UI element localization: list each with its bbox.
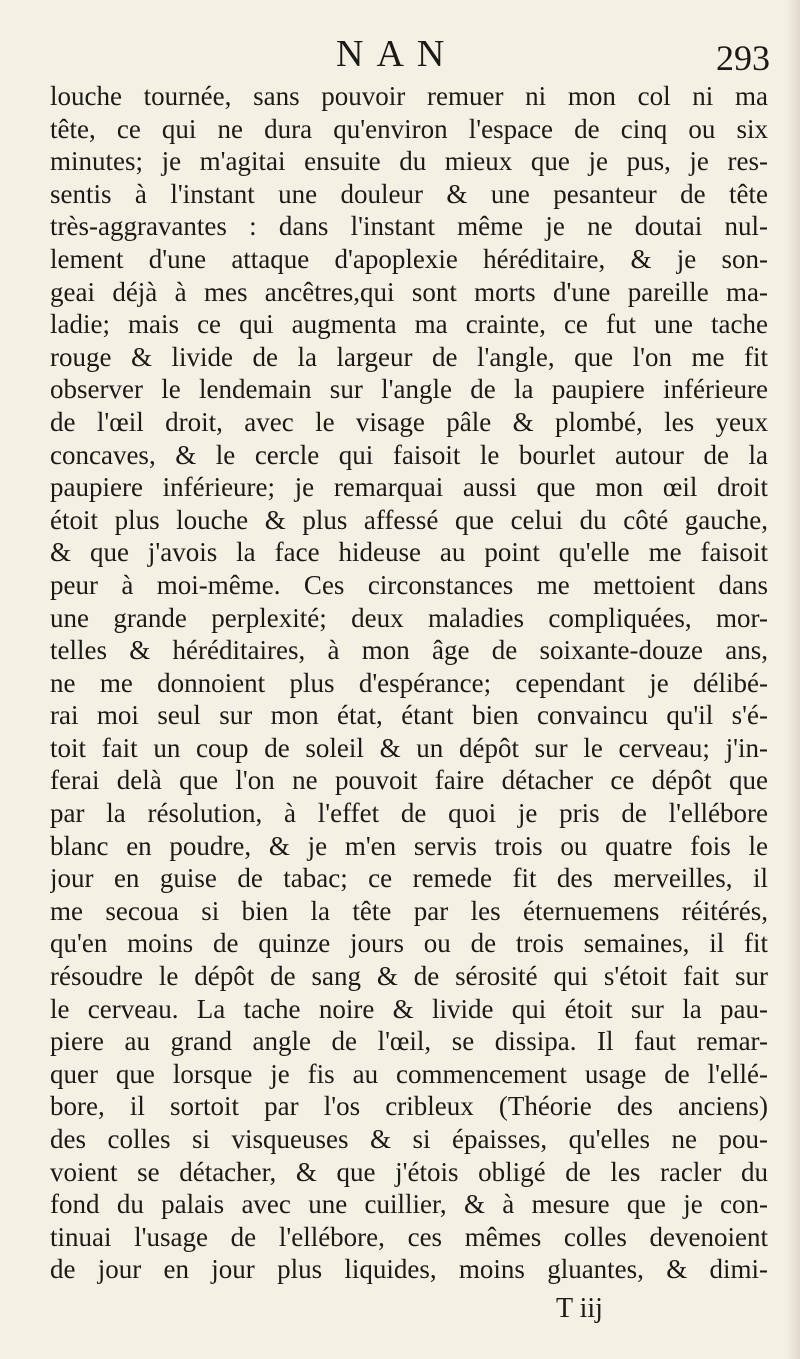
text-line: geai déjà à mes ancêtres,qui sont morts d'une pareille ma- xyxy=(50,276,768,307)
text-line: ferai delà que l'on ne pouvoit faire détacher ce dépôt que xyxy=(50,765,768,796)
text-line: qu'en moins de quinze jours ou de trois semaines, il fit xyxy=(50,928,768,959)
text-line: étoit plus louche & plus affessé que celui du côté gauche, xyxy=(50,504,768,535)
text-line: lement d'une attaque d'apoplexie héréditaire, & je son- xyxy=(50,243,768,274)
text-line: de l'œil droit, avec le visage pâle & plombé, les yeux xyxy=(50,406,768,437)
text-line: une grande perplexité; deux maladies compliquées, mor- xyxy=(50,602,768,633)
text-line: concaves, & le cercle qui faisoit le bourlet autour de la xyxy=(50,439,768,470)
text-line: & que j'avois la face hideuse au point qu'elle me faisoit xyxy=(50,537,768,568)
text-line: piere au grand angle de l'œil, se dissipa. Il faut remar- xyxy=(50,1026,768,1057)
text-line: résoudre le dépôt de sang & de sérosité qui s'étoit fait sur xyxy=(50,961,768,992)
text-line: le cerveau. La tache noire & livide qui étoit sur la pau- xyxy=(50,993,768,1024)
text-line: minutes; je m'agitai ensuite du mieux que je pus, je res- xyxy=(50,146,768,177)
text-line: observer le lendemain sur l'angle de la paupiere inférieure xyxy=(50,374,768,405)
running-head-title: NAN xyxy=(336,33,458,75)
signature-mark: T iij xyxy=(556,1293,603,1324)
text-line: ne me donnoient plus d'espérance; cependant je délibé- xyxy=(50,667,768,698)
page-edge-shadow xyxy=(786,0,800,1359)
text-line: ladie; mais ce qui augmenta ma crainte, ce fut une tache xyxy=(50,309,768,340)
text-line: peur à moi-même. Ces circonstances me mettoient dans xyxy=(50,569,768,600)
text-line: louche tournée, sans pouvoir remuer ni mon col ni ma xyxy=(50,81,768,111)
body-text xyxy=(50,80,768,1286)
running-head xyxy=(0,26,800,80)
text-line: tinuai l'usage de l'ellébore, ces mêmes colles devenoient xyxy=(50,1221,768,1252)
text-line: toit fait un coup de soleil & un dépôt sur le cerveau; j'in- xyxy=(50,732,768,763)
text-line: tête, ce qui ne dura qu'environ l'espace de cinq ou six xyxy=(50,113,768,144)
text-line: quer que lorsque je fis au commencement usage de l'ellé- xyxy=(50,1058,768,1089)
text-line: très-aggravantes : dans l'instant même je ne doutai nul- xyxy=(50,211,768,242)
text-line: par la résolution, à l'effet de quoi je pris de l'ellébore xyxy=(50,798,768,829)
text-line: de jour en jour plus liquides, moins gluantes, & dimi- xyxy=(50,1254,768,1285)
text-line: jour en guise de tabac; ce remede fit des merveilles, il xyxy=(50,863,768,894)
text-line: rai moi seul sur mon état, étant bien convaincu qu'il s'é- xyxy=(50,700,768,731)
text-line: blanc en poudre, & je m'en servis trois ou quatre fois le xyxy=(50,830,768,861)
text-line: me secoua si bien la tête par les éternuemens réitérés, xyxy=(50,895,768,926)
text-line: rouge & livide de la largeur de l'angle, que l'on me fit xyxy=(50,341,768,372)
text-line: telles & héréditaires, à mon âge de soixante-douze ans, xyxy=(50,635,768,666)
text-line: paupiere inférieure; je remarquai aussi que mon œil droit xyxy=(50,472,768,503)
page-number: 293 xyxy=(716,38,770,78)
text-line: bore, il sortoit par l'os cribleux (Théorie des anciens) xyxy=(50,1091,768,1122)
text-line: fond du palais avec une cuillier, & à mesure que je con- xyxy=(50,1189,768,1220)
text-line: sentis à l'instant une douleur & une pesanteur de tête xyxy=(50,178,768,209)
text-line: des colles si visqueuses & si épaisses, qu'elles ne pou- xyxy=(50,1124,768,1154)
text-line: voient se détacher, & que j'étois obligé de les racler du xyxy=(50,1156,768,1187)
